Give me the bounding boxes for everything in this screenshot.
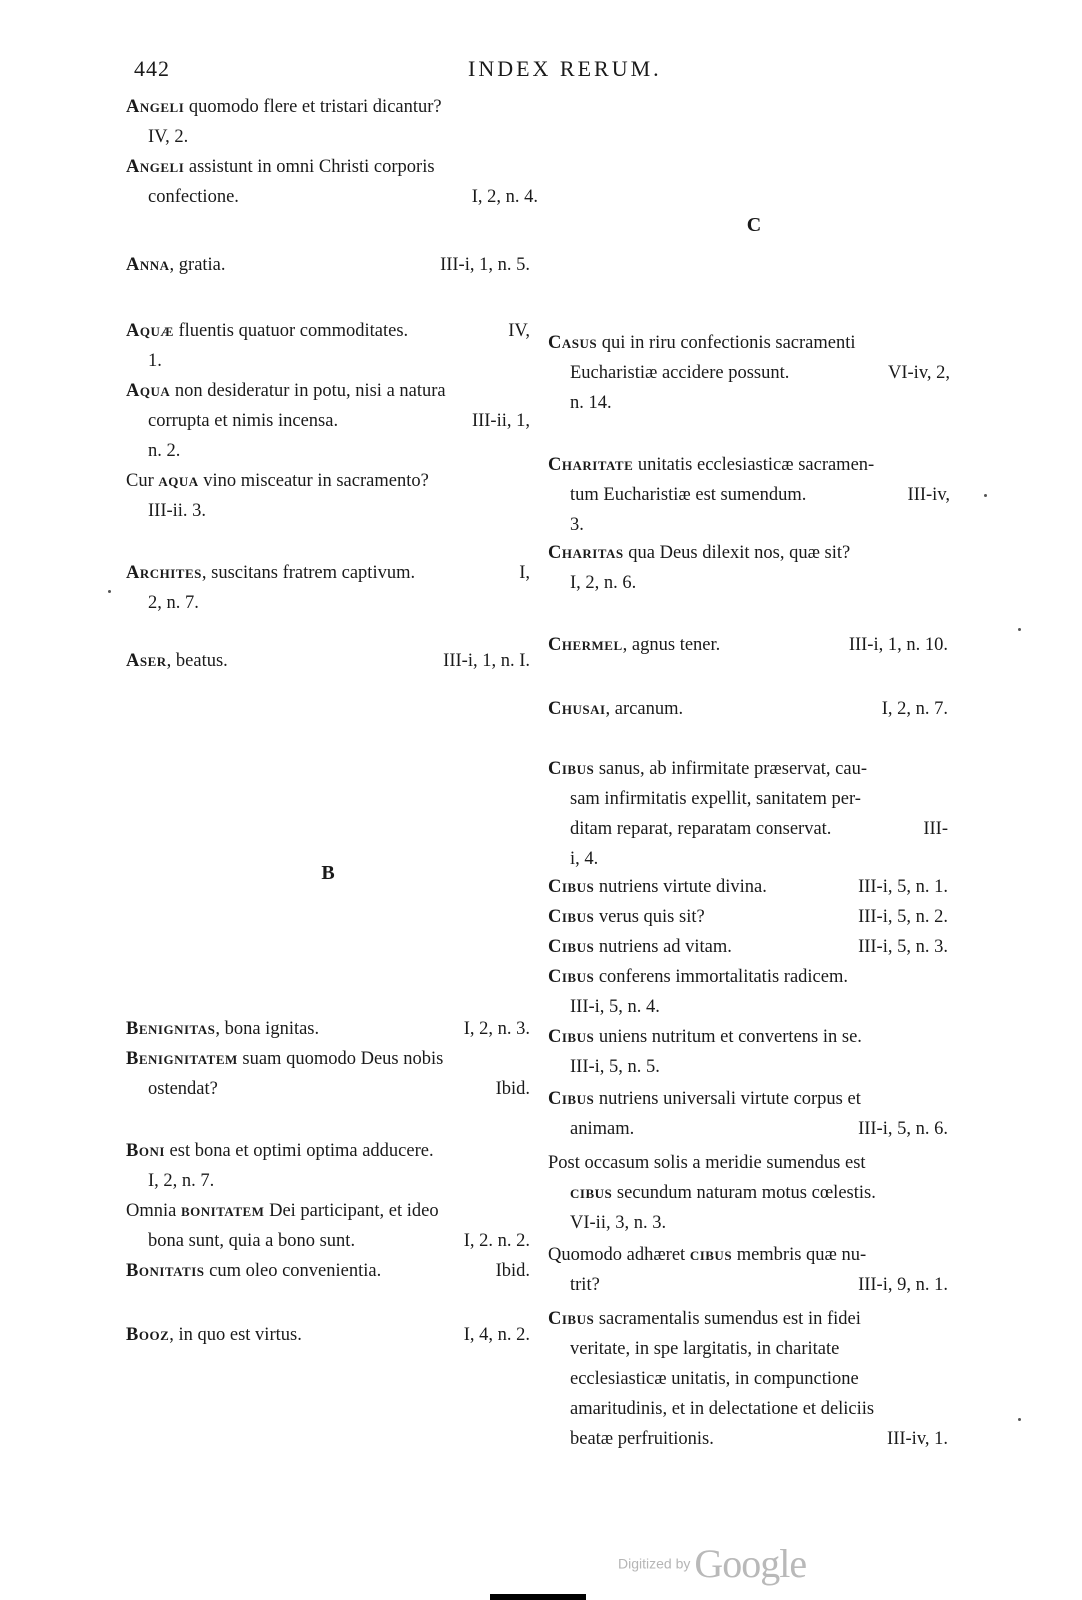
entry-text-cont: animam. [570,1119,635,1139]
entry-text: unitatis ecclesiasticæ sacramen- [637,455,875,475]
entry-term: Boni [126,1141,165,1161]
entry-text: non desideratur in potu, nisi a natura [174,381,446,401]
index-entry-aqua-2 [126,466,530,526]
index-entry-cibus-6 [548,1022,948,1082]
index-entry-cibus-9 [548,1240,948,1300]
entry-text: qui in riru confectionis sacramenti [601,333,856,353]
entry-reference: III-iv, 1. [887,1429,948,1449]
entry-text: , gratia. [169,255,226,275]
entry-term: aqua [158,471,199,491]
entry-text: , arcanum. [605,699,684,719]
google-logo: Google [694,1541,807,1586]
entry-term: Bonitatis [126,1261,205,1281]
index-entry-bonitatis [126,1256,530,1286]
page-number: 442 [134,56,170,81]
page-header [0,56,1082,86]
entry-term: Cibus [548,1089,595,1109]
entry-term: Aser [126,651,167,671]
entry-term: Angeli [126,97,185,117]
entry-reference-cont: 2, n. 7. [148,593,199,613]
digitized-watermark [618,1540,806,1587]
entry-reference: III-i, 1, n. I. [443,651,530,671]
entry-text-cont: tum Eucharistiæ est sumendum. [570,485,807,505]
entry-text: est bona et optimi optima adducere. [169,1141,434,1161]
entry-text: verus quis sit? [598,907,705,927]
entry-prefix: Omnia [126,1201,177,1221]
entry-term: Chusai [548,699,606,719]
index-entry-angeli-2 [126,152,538,212]
entry-reference: III-i, 1, n. 5. [440,255,530,275]
entry-text: uniens nutritum et convertens in se. [598,1027,862,1047]
entry-term: Cibus [548,937,595,957]
entry-text: nutriens ad vitam. [598,937,732,957]
entry-reference: III-i, 1, n. 10. [848,635,948,655]
entry-term: Charitate [548,455,634,475]
entry-text-cont: ditam reparat, reparatam conservat. [570,819,832,839]
index-entry-aser [126,646,530,676]
entry-text: quomodo flere et tristari dicantur? [188,97,442,117]
index-entry-cibus-1 [548,754,948,874]
index-entry-benignitatem [126,1044,530,1104]
entry-text-cont: confectione. [148,187,239,207]
index-entry-charitas [548,538,950,598]
entry-reference: VI-iv, 2, [888,363,950,383]
entry-text: cum oleo convenientia. [209,1261,382,1281]
entry-text: suam quomodo Deus nobis [242,1049,444,1069]
entry-text: sacramentalis sumendus est in fidei [598,1309,861,1329]
entry-text: conferens immortalitatis radicem. [598,967,848,987]
entry-reference: I, 2, n. 6. [570,573,637,593]
entry-reference: I, 2, n. 7. [148,1171,215,1191]
entry-text: Post occasum solis a meridie sumendus est [548,1153,866,1173]
entry-reference: III-i, 5, n. 2. [858,907,948,927]
entry-term: Benignitatem [126,1049,238,1069]
entry-reference: I, [519,563,530,583]
entry-term: Charitas [548,543,624,563]
entry-reference: VI-ii, 3, n. 3. [570,1213,667,1233]
index-entry-cibus-3 [548,902,948,932]
index-entry-benignitas [126,1014,530,1044]
entry-term: Cibus [548,967,595,987]
index-entry-cibus-7 [548,1084,948,1144]
entry-prefix: Cur [126,471,154,491]
entry-text: vino misceatur in sacramento? [203,471,429,491]
entry-reference: III-i, 5, n. 4. [570,997,660,1017]
entry-reference: III-i, 5, n. 1. [858,877,948,897]
entry-term: Chermel [548,635,623,655]
entry-term: Booz [126,1325,170,1345]
entry-term: Cibus [548,1309,595,1329]
entry-reference: III-iv, [907,485,950,505]
entry-reference-cont: n. 2. [148,441,181,461]
entry-term: Anna [126,255,170,275]
entry-reference: I, 4, n. 2. [463,1325,530,1345]
entry-text: assistunt in omni Christi corporis [188,157,435,177]
entry-text-cont: Eucharistiæ accidere possunt. [570,363,790,383]
entry-reference: Ibid. [495,1079,530,1099]
entry-term: Aquæ [126,321,174,341]
entry-term: Benignitas [126,1019,216,1039]
index-entry-casus [548,328,950,418]
entry-reference-cont: 1. [148,351,162,371]
scan-speck [1018,628,1021,631]
entry-term: cibus [570,1183,613,1203]
entry-prefix: Quomodo adhæret [548,1245,686,1265]
entry-reference-cont: 3. [570,515,584,535]
entry-text: sanus, ab infirmitate præservat, cau- [598,759,868,779]
scan-speck [1018,1418,1021,1421]
index-entry-anna [126,250,530,280]
index-entry-cibus-5 [548,962,948,1022]
entry-reference-cont: n. 14. [570,393,612,413]
entry-text-cont: ecclesiasticæ unitatis, in compunctione [570,1369,859,1389]
entry-reference: III-i, 9, n. 1. [858,1275,948,1295]
entry-reference-cont: i, 4. [570,849,599,869]
entry-text-cont: secundum naturam motus cœlestis. [616,1183,876,1203]
entry-text-cont: amaritudinis, et in delectatione et deliciis [570,1399,875,1419]
index-entry-charitate [548,450,950,540]
index-entry-cibus-10 [548,1304,948,1454]
entry-reference: III-i, 5, n. 5. [570,1057,660,1077]
entry-reference: I, 2. n. 2. [463,1231,530,1251]
entry-text: qua Deus dilexit nos, quæ sit? [628,543,851,563]
entry-term: Cibus [548,907,595,927]
section-letter-c: C [746,214,762,236]
entry-reference: III- [923,819,948,839]
index-entry-angeli-1 [126,92,538,152]
entry-term: Angeli [126,157,185,177]
index-entry-aquae [126,316,530,376]
entry-text: , agnus tener. [622,635,721,655]
entry-reference: I, 2, n. 4. [471,187,538,207]
index-entry-bonitatem [126,1196,530,1256]
entry-term: Cibus [548,1027,595,1047]
entry-text: , suscitans fratrem captivum. [201,563,416,583]
entry-term: Archites [126,563,202,583]
index-entry-cibus-4 [548,932,948,962]
index-entry-archites [126,558,530,618]
index-entry-booz [126,1320,530,1350]
entry-text-cont: ostendat? [148,1079,218,1099]
entry-reference: III-ii. 3. [148,501,207,521]
entry-reference: III-ii, 1, [471,411,530,431]
running-head: INDEX RERUM. [468,56,662,81]
entry-text: membris quæ nu- [736,1245,867,1265]
scan-edge-bar [490,1594,586,1600]
entry-text: , beatus. [166,651,228,671]
entry-reference: IV, 2. [148,127,189,147]
entry-text: nutriens universali virtute corpus et [598,1089,861,1109]
entry-text: , bona ignitas. [215,1019,320,1039]
section-letter-b: B [321,862,335,884]
entry-term: Aqua [126,381,171,401]
scan-speck [108,590,111,593]
entry-reference: I, 2, n. 7. [881,699,948,719]
entry-text-cont: beatæ perfruitionis. [570,1429,714,1449]
entry-term: Casus [548,333,598,353]
entry-reference: III-i, 5, n. 6. [858,1119,948,1139]
index-entry-boni [126,1136,530,1196]
entry-text-cont: bona sunt, quia a bono sunt. [148,1231,356,1251]
index-entry-cibus-8 [548,1148,948,1238]
entry-reference: I, 2, n. 3. [463,1019,530,1039]
entry-term: bonitatem [180,1201,265,1221]
entry-term: Cibus [548,877,595,897]
index-entry-chusai [548,694,948,724]
entry-reference: Ibid. [495,1261,530,1281]
entry-text-cont: trit? [570,1275,600,1295]
entry-text: nutriens virtute divina. [598,877,767,897]
entry-term: Cibus [548,759,595,779]
entry-text-cont: corrupta et nimis incensa. [148,411,339,431]
entry-text: , in quo est virtus. [169,1325,302,1345]
entry-reference: IV, [508,321,530,341]
entry-text-cont: veritate, in spe largitatis, in charitate [570,1339,840,1359]
entry-term: cibus [689,1245,733,1265]
entry-reference: III-i, 5, n. 3. [858,937,948,957]
scan-speck [984,494,987,497]
entry-text: fluentis quatuor commoditates. [178,321,409,341]
index-entry-aqua-1 [126,376,530,466]
entry-text: Dei participant, et ideo [269,1201,439,1221]
entry-text-cont: sam infirmitatis expellit, sanitatem per- [570,789,861,809]
index-entry-chermel [548,630,948,660]
index-entry-cibus-2 [548,872,948,902]
watermark-prefix: Digitized by [618,1555,691,1572]
